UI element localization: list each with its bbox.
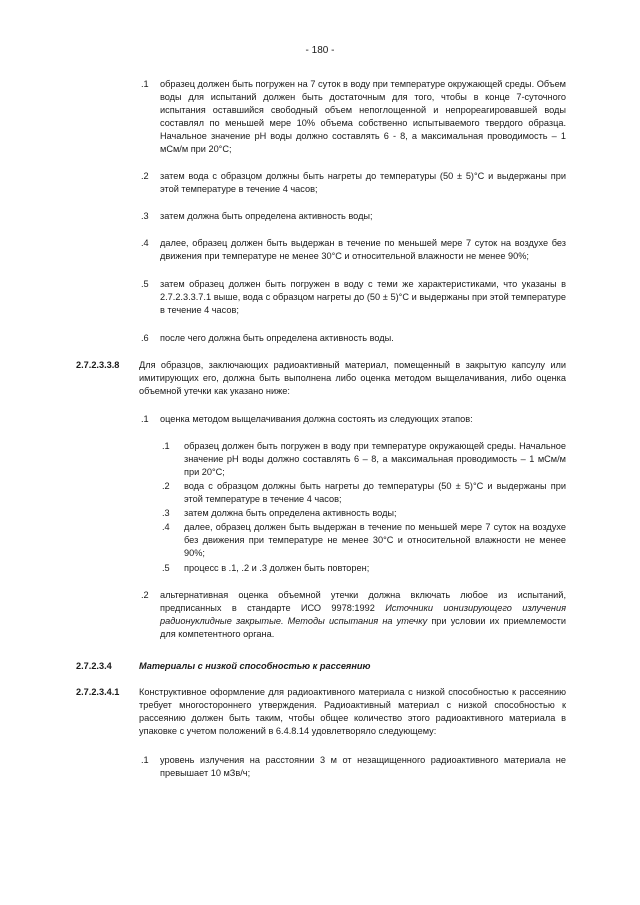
list-item-text: оценка методом выщелачивания должна состоять из следующих этапов: (160, 414, 473, 424)
list-item-text: далее, образец должен быть выдержан в течение по меньшей мере 7 суток на воздухе без движения при температуре не менее 30°С и относительной влажности не менее 90%; (160, 238, 566, 261)
list-item-text: затем образец должен быть погружен в воду с теми же характеристиками, что указаны в 2.7.2.3.3.7.1 выше, вода с образцом нагреты до (50 ± 5)°С и выдержаны при этой температуре в течение 4 часов; (160, 279, 566, 315)
list-item-text: затем должна быть определена активность воды; (160, 211, 373, 221)
text-run: альтернативная оценка объемной утечки должна включать любое из испытаний, предписанных в стандарте ИСО 9978:1992 (160, 590, 566, 613)
list-item-number: .3 (141, 211, 149, 221)
list-item-number: .1 (141, 755, 149, 765)
list-item-number: .2 (141, 590, 149, 600)
sublist-item-text: процесс в .1, .2 и .3 должен быть повторен; (184, 563, 370, 573)
section-number: 2.7.2.3.3.8 (76, 360, 120, 370)
sublist-item-number: .5 (162, 563, 170, 573)
list-item-text: образец должен быть погружен на 7 суток в воду при температуре окружающей среды. Объем воды для испытаний должен быть достаточным для того, чтобы в конце 7-суточного испытания оставшийся свободный объем непоглощенной и непрореагировавшей воды составлял по меньшей мере 10% объема собственно испытываемого твердого образца. Начальное значение pH воды должно составлять 6 - 8, а максимальная проводимость – 1 мСм/м при 20°С; (160, 79, 566, 154)
list-item-number: .1 (141, 414, 149, 424)
sublist-item-text: далее, образец должен быть выдержан в течение по меньшей мере 7 суток на воздухе без движения при температуре не менее 30°С и относительной влажности не менее 90%; (184, 522, 566, 558)
section-title: Материалы с низкой способностью к рассеянию (139, 661, 371, 671)
list-item-text: уровень излучения на расстоянии 3 м от незащищенного радиоактивного материала не превышает 10 мЗв/ч; (160, 755, 566, 778)
sublist-item-text: вода с образцом должны быть нагреты до температуры (50 ± 5)°С и выдержаны при этой температуре в течение 4 часов; (184, 481, 566, 504)
page-number: - 180 - (305, 45, 335, 56)
list-item-number: .1 (141, 79, 149, 89)
standard-title: Источники ионизирующего излучения радионуклидные закрытые. Методы испытания на утечку (160, 603, 566, 626)
sublist-item-number: .3 (162, 508, 170, 518)
list-item-text (160, 589, 566, 641)
sublist-item-number: .2 (162, 481, 170, 491)
list-item-number: .6 (141, 333, 149, 343)
section-text: Для образцов, заключающих радиоактивный материал, помещенный в закрытую капсулу или имитирующих его, должна быть выполнена либо оценка методом выщелачивания, либо оценка объемной утечки как указано ниже: (139, 360, 566, 396)
list-item-number: .4 (141, 238, 149, 248)
list-item-number: .2 (141, 171, 149, 181)
list-item-text: затем вода с образцом должны быть нагреты до температуры (50 ± 5)°С и выдержаны при этой температуре в течение 4 часов; (160, 171, 566, 194)
list-item-text: после чего должна быть определена активность воды. (160, 333, 394, 343)
sublist-item-number: .4 (162, 522, 170, 532)
section-number: 2.7.2.3.4 (76, 661, 112, 671)
text-run: при условии их приемлемости для компетентного органа. (160, 616, 566, 639)
section-number: 2.7.2.3.4.1 (76, 687, 120, 697)
section-text: Конструктивное оформление для радиоактивного материала с низкой способностью к рассеянию требует многостороннего утверждения. Радиоактивный материал с низкой способностью к рассеянию должен быть таким, чтобы общее количество этого радиоактивного материала в упаковке с учетом положений в 6.4.8.14 удовлетворяло следующему: (139, 687, 566, 736)
sublist-item-number: .1 (162, 441, 170, 451)
list-item-number: .5 (141, 279, 149, 289)
sublist-item-text: образец должен быть погружен в воду при температуре окружающей среды. Начальное значение pH воды должно составлять 6 – 8, а максимальная проводимость – 1 мСм/м при 20°С; (184, 441, 566, 477)
sublist-item-text: затем должна быть определена активность воды; (184, 508, 397, 518)
